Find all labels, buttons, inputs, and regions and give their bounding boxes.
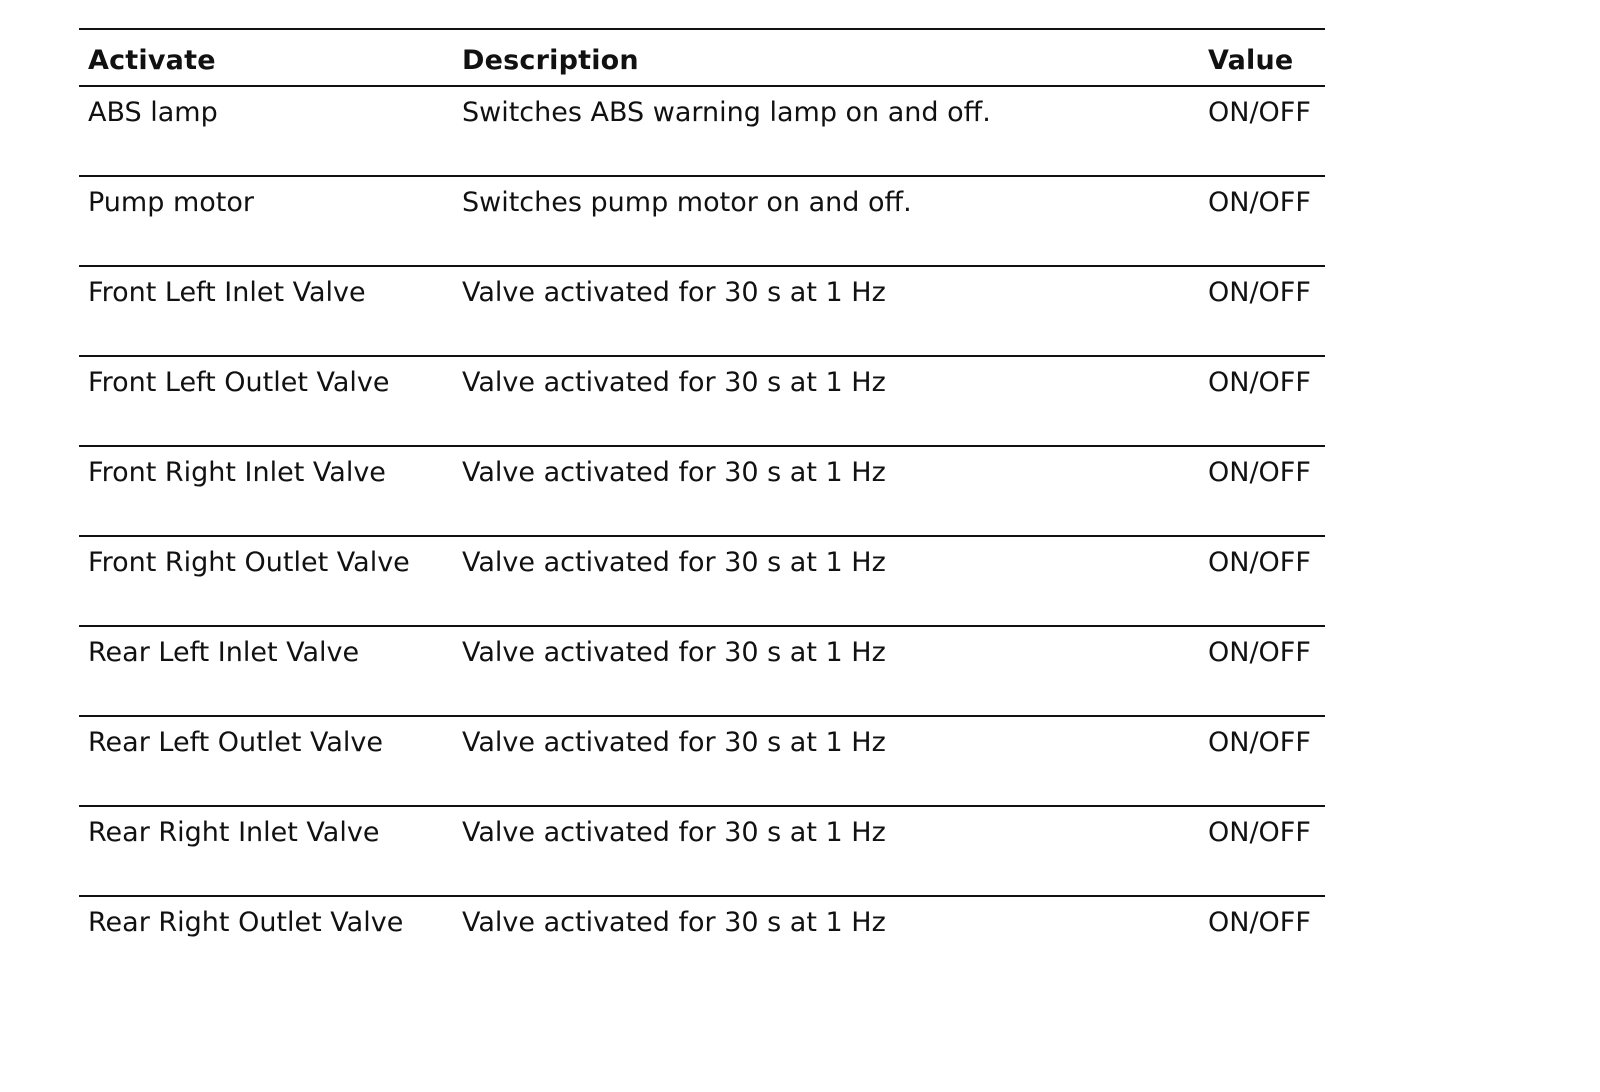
table-row bbox=[79, 627, 1325, 717]
table-row bbox=[79, 447, 1325, 537]
value-cell: ON/OFF bbox=[1208, 817, 1311, 848]
description-cell: Valve activated for 30 s at 1 Hz bbox=[462, 547, 886, 578]
value-cell: ON/OFF bbox=[1208, 727, 1311, 758]
description-cell: Valve activated for 30 s at 1 Hz bbox=[462, 727, 886, 758]
activate-cell: Rear Left Inlet Valve bbox=[88, 637, 360, 668]
table-row bbox=[79, 267, 1325, 357]
description-cell: Switches pump motor on and off. bbox=[462, 187, 912, 218]
activate-cell: ABS lamp bbox=[88, 97, 218, 128]
activate-cell: Rear Left Outlet Valve bbox=[88, 727, 384, 758]
table-row bbox=[79, 87, 1325, 177]
table-row bbox=[79, 897, 1325, 987]
description-cell: Valve activated for 30 s at 1 Hz bbox=[462, 277, 886, 308]
activate-cell: Rear Right Inlet Valve bbox=[88, 817, 380, 848]
table-row bbox=[79, 807, 1325, 897]
table-row bbox=[79, 537, 1325, 627]
value-cell: ON/OFF bbox=[1208, 457, 1311, 488]
description-cell: Valve activated for 30 s at 1 Hz bbox=[462, 817, 886, 848]
activate-cell: Front Left Inlet Valve bbox=[88, 277, 366, 308]
description-cell: Valve activated for 30 s at 1 Hz bbox=[462, 637, 886, 668]
table-row bbox=[79, 357, 1325, 447]
value-cell: ON/OFF bbox=[1208, 277, 1311, 308]
value-cell: ON/OFF bbox=[1208, 637, 1311, 668]
value-cell: ON/OFF bbox=[1208, 907, 1311, 938]
activate-cell: Front Left Outlet Valve bbox=[88, 367, 390, 398]
activate-cell: Front Right Outlet Valve bbox=[88, 547, 410, 578]
table-header-row bbox=[79, 28, 1325, 87]
value-cell: ON/OFF bbox=[1208, 367, 1311, 398]
description-cell: Valve activated for 30 s at 1 Hz bbox=[462, 907, 886, 938]
description-cell: Valve activated for 30 s at 1 Hz bbox=[462, 367, 886, 398]
activate-cell: Pump motor bbox=[88, 187, 254, 218]
description-cell: Switches ABS warning lamp on and off. bbox=[462, 97, 991, 128]
activate-cell: Front Right Inlet Valve bbox=[88, 457, 386, 488]
activation-table bbox=[79, 28, 1325, 987]
value-cell: ON/OFF bbox=[1208, 547, 1311, 578]
header-value: Value bbox=[1208, 45, 1294, 76]
activate-cell: Rear Right Outlet Valve bbox=[88, 907, 404, 938]
table-row bbox=[79, 177, 1325, 267]
header-description: Description bbox=[462, 45, 639, 76]
table-row bbox=[79, 717, 1325, 807]
header-activate: Activate bbox=[88, 45, 216, 76]
value-cell: ON/OFF bbox=[1208, 187, 1311, 218]
description-cell: Valve activated for 30 s at 1 Hz bbox=[462, 457, 886, 488]
value-cell: ON/OFF bbox=[1208, 97, 1311, 128]
